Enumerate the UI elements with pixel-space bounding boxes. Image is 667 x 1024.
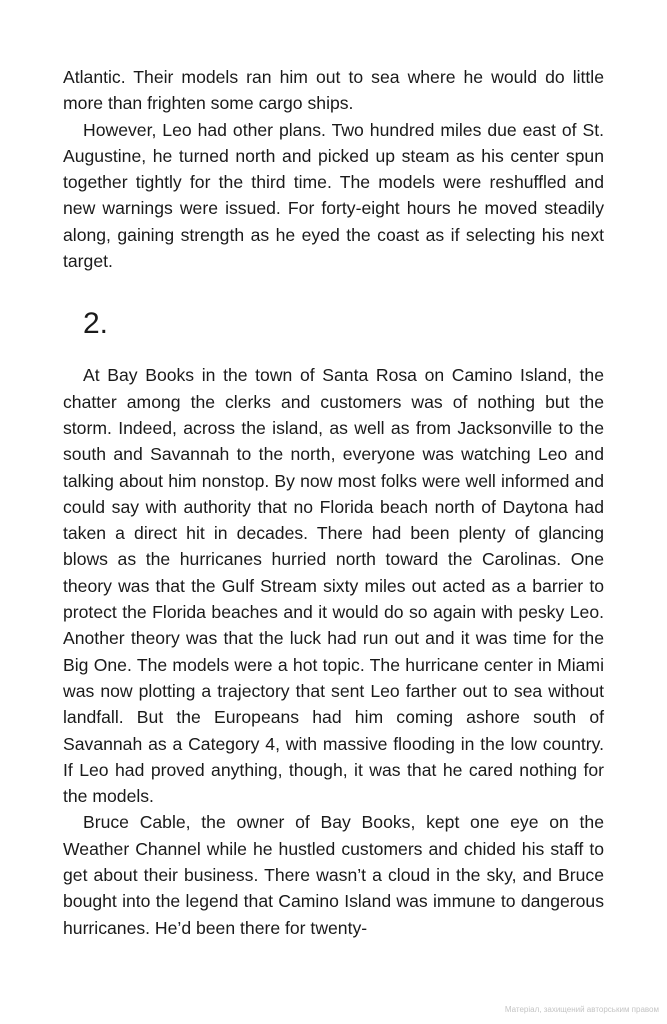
paragraph: Bruce Cable, the owner of Bay Books, kept one eye on the Weather Channel while he hustled customers and chided his staff to get about their business. There wasn’t a cloud in the sky, and Bruce bought into the legend that Camino Island was immune to dangerous hurricanes. He’d been there for twenty- [63, 812, 604, 938]
paragraph: At Bay Books in the town of Santa Rosa on Camino Island, the chatter among the clerks and customers was of nothing but the storm. Indeed, across the island, as well as from Jacksonville to the south and Savannah to the north, everyone was watching Leo and talking about him nonstop. By now most folks were well informed and could say with authority that no Florida beach north of Daytona had taken a direct hit in decades. There had been plenty of glancing blows as the hurricanes hurried north toward the Carolinas. One theory was that the Gulf Stream sixty miles out acted as a barrier to protect the Florida beaches and it would do so again with pesky Leo. Another theory was that the luck had run out and it was time for the Big One. The models were a hot topic. The hurricane center in Miami was now plotting a trajectory that sent Leo farther out to sea without landfall. But the Europeans had him coming ashore south of Savannah as a Category 4, with massive flooding in the low country. If Leo had proved anything, though, it was that he cared nothing for the models. [63, 365, 604, 807]
paragraph: However, Leo had other plans. Two hundred miles due east of St. Augustine, he turned north and picked up steam as his center spun together tightly for the third time. The models were reshuffled and new warnings were issued. For forty-eight hours he moved steadily along, gaining strength as he eyed the coast as if selecting his next target. [63, 119, 604, 272]
chapter-number: 2. [83, 307, 109, 341]
book-page [63, 64, 604, 941]
paragraph-continued: Atlantic. Their models ran him out to sea where he would do little more than frighten some cargo ships. [63, 67, 604, 114]
copyright-watermark: Матеріал, захищений авторським правом [504, 1005, 659, 1014]
